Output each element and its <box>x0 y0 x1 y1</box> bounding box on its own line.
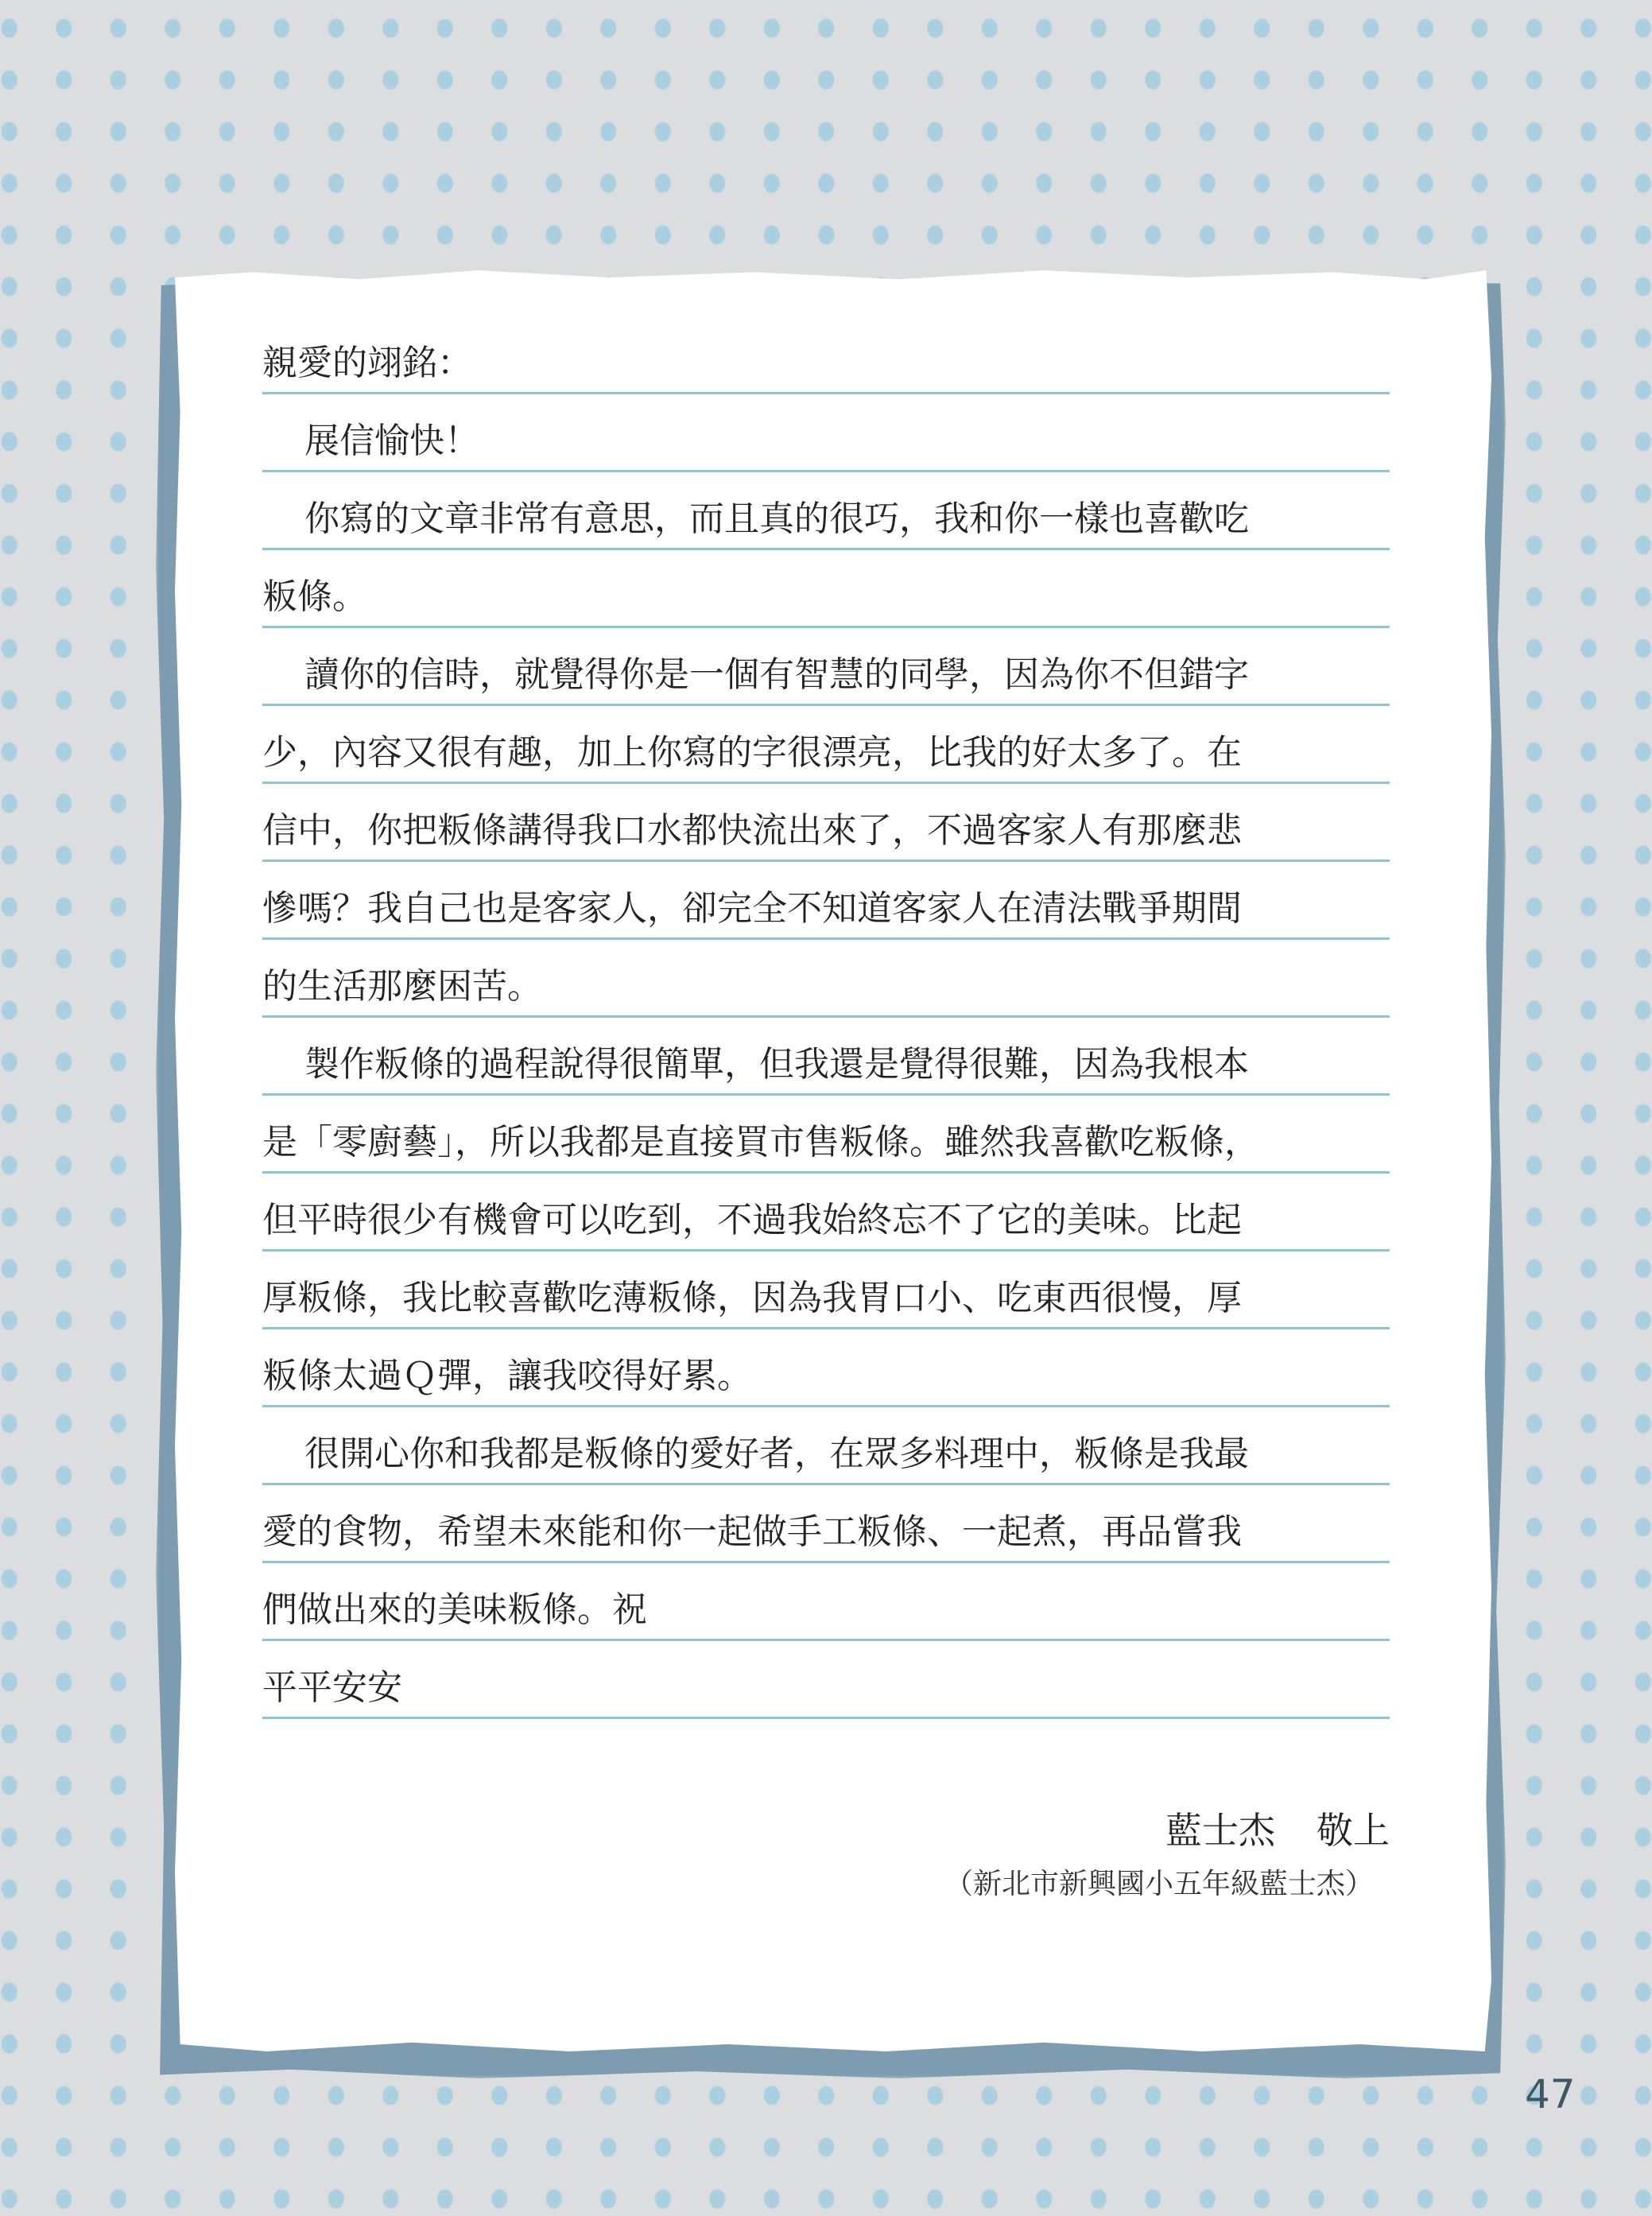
ruled-line <box>262 1018 1390 1096</box>
author-note: （新北市新興國小五年級藍士杰） <box>944 1868 1374 1900</box>
letter-line: 的生活那麼困苦。 <box>262 966 542 1007</box>
ruled-line <box>262 472 1390 550</box>
ruled-line <box>262 316 1390 394</box>
letter-line: 信中，你把粄條講得我口水都快流出來了，不過客家人有那麼悲 <box>262 810 1242 851</box>
ruled-line <box>262 1252 1390 1329</box>
letter-line: 平平安安 <box>262 1667 402 1708</box>
letter-line: 粄條太過Ｑ彈，讓我咬得好累。 <box>262 1356 752 1396</box>
signature <box>1165 1807 1390 1854</box>
letter-line: 粄條。 <box>262 576 367 617</box>
ruled-line <box>262 1641 1390 1719</box>
ruled-line <box>262 1329 1390 1407</box>
letter-line: 但平時很少有機會可以吃到，不過我始終忘不了它的美味。比起 <box>262 1200 1242 1240</box>
ruled-line <box>262 784 1390 862</box>
letter-line: 親愛的翊銘： <box>262 343 472 383</box>
ruled-line <box>262 862 1390 940</box>
ruled-line <box>262 394 1390 472</box>
letter-line: 慘嗎？我自己也是客家人，卻完全不知道客家人在清法戰爭期間 <box>262 888 1242 929</box>
page-number: 47 <box>1525 2071 1576 2117</box>
letter-line: 厚粄條，我比較喜歡吃薄粄條，因為我胃口小、吃東西很慢，厚 <box>262 1278 1242 1318</box>
ruled-line <box>262 1485 1390 1563</box>
letter-line: 讀你的信時，就覺得你是一個有智慧的同學，因為你不但錯字 <box>304 654 1249 695</box>
ruled-line <box>262 1407 1390 1485</box>
letter-line: 你寫的文章非常有意思，而且真的很巧，我和你一樣也喜歡吃 <box>304 499 1249 539</box>
ruled-line <box>262 550 1390 628</box>
letter-line: 少，內容又很有趣，加上你寫的字很漂亮，比我的好太多了。在 <box>262 732 1242 773</box>
ruled-line <box>262 1174 1390 1252</box>
letter-line: 們做出來的美味粄條。祝 <box>262 1589 647 1630</box>
letter-line: 製作粄條的過程說得很簡單，但我還是覺得很難，因為我根本 <box>304 1044 1249 1085</box>
ruled-line <box>262 628 1390 706</box>
ruled-line <box>262 1096 1390 1174</box>
ruled-line <box>262 706 1390 784</box>
ruled-line <box>262 940 1390 1018</box>
letter-line: 是「零廚藝」，所以我都是直接買市售粄條。雖然我喜歡吃粄條， <box>262 1122 1259 1162</box>
signature-closing: 敬上 <box>1317 1809 1390 1852</box>
signature-name: 藍士杰 <box>1165 1809 1275 1852</box>
letter-line: 展信愉快！ <box>304 421 479 461</box>
ruled-line <box>262 1563 1390 1641</box>
letter-body <box>262 316 1390 1719</box>
letter-line: 很開心你和我都是粄條的愛好者，在眾多料理中，粄條是我最 <box>304 1434 1249 1474</box>
letter-line: 愛的食物，希望未來能和你一起做手工粄條、一起煮，再品嘗我 <box>262 1512 1242 1552</box>
